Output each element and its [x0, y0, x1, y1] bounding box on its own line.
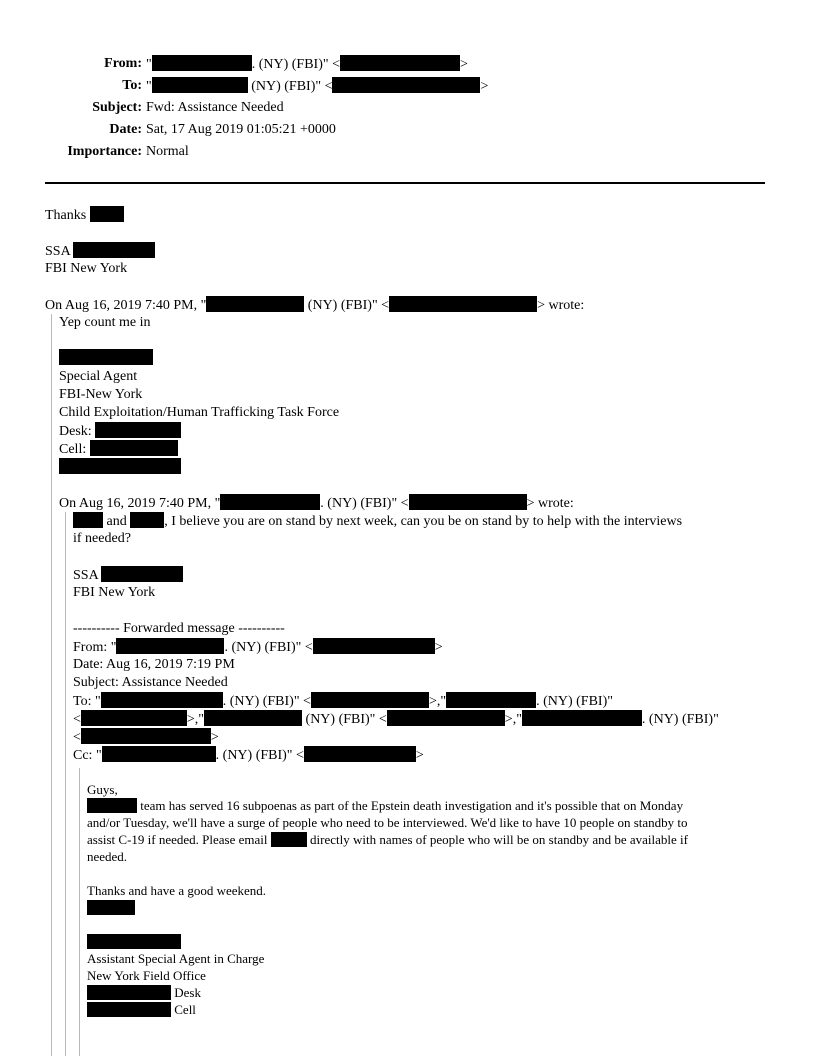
quote2-body-2: if needed? [73, 531, 131, 546]
redaction [95, 422, 181, 438]
inner-signoff [87, 900, 135, 916]
redaction [152, 77, 248, 93]
redaction [311, 692, 429, 708]
forward-to: To: " . (NY) (FBI)" < >," . (NY) (FBI)" [73, 694, 613, 709]
from-value: " . (NY) (FBI)" < > [146, 57, 468, 72]
reply-thanks: Thanks [45, 206, 124, 224]
quote1-title: Special Agent [59, 369, 138, 384]
quote1-name [59, 349, 153, 367]
quote2-office: FBI New York [73, 585, 156, 600]
redaction [206, 296, 304, 312]
forward-from: From: " . (NY) (FBI)" < > [73, 640, 443, 655]
inner-thanks: Thanks and have a good weekend. [87, 883, 267, 898]
inner-sig-desk: Desk [87, 985, 201, 1001]
redaction [204, 710, 302, 726]
redaction [409, 494, 527, 510]
inner-sig-office: New York Field Office [87, 968, 206, 983]
date-value: Sat, 17 Aug 2019 01:05:21 +0000 [146, 122, 336, 137]
header-divider [45, 182, 765, 184]
redaction [220, 494, 320, 510]
redaction [87, 934, 181, 949]
quote1-org: FBI-New York [59, 387, 143, 402]
redaction [87, 985, 171, 1000]
redaction [152, 55, 252, 71]
redaction [90, 206, 124, 222]
redaction [130, 512, 164, 528]
redaction [81, 728, 211, 744]
redaction [59, 349, 153, 365]
redaction [446, 692, 536, 708]
redaction [87, 798, 137, 813]
reply-ssa: SSA [45, 242, 155, 260]
quote-bar [79, 768, 80, 1056]
redaction [90, 440, 178, 456]
inner-sig-title: Assistant Special Agent in Charge [87, 951, 265, 966]
quote-bar [65, 512, 66, 1056]
subject-value: Fwd: Assistance Needed [146, 100, 284, 115]
inner-sig-cell: Cell [87, 1002, 196, 1018]
quote1-extra [59, 458, 181, 476]
date-label: Date: [109, 122, 142, 137]
quote1-desk: Desk: [59, 422, 181, 440]
importance-label: Importance: [67, 144, 142, 159]
inner-greeting: Guys, [87, 782, 118, 797]
quote1-unit: Child Exploitation/Human Trafficking Task Force [59, 405, 340, 420]
redaction [101, 566, 183, 582]
redaction [313, 638, 435, 654]
redaction [522, 710, 642, 726]
redaction [271, 832, 307, 847]
redaction [87, 900, 135, 915]
quote2-body: and , I believe you are on stand by next week, can you be on stand by to help with the interviews [73, 512, 682, 530]
redaction [101, 692, 223, 708]
inner-sig-name [87, 934, 181, 950]
inner-para-1: team has served 16 subpoenas as part of the Epstein death investigation and it's possible that on Monday [87, 798, 683, 814]
forward-to-3: < > [73, 730, 219, 745]
forward-to-2: < >," (NY) (FBI)" < >," . (NY) (FBI)" [73, 712, 719, 727]
forward-date: Date: Aug 16, 2019 7:19 PM [73, 657, 235, 672]
redaction [116, 638, 224, 654]
quote2-ssa: SSA [73, 566, 183, 584]
quote1-cell: Cell: [59, 440, 178, 458]
importance-value: Normal [146, 144, 189, 159]
redaction [87, 1002, 171, 1017]
redaction [332, 77, 480, 93]
forward-subject: Subject: Assistance Needed [73, 675, 228, 690]
redaction [73, 242, 155, 258]
quote2-attribution: On Aug 16, 2019 7:40 PM, " . (NY) (FBI)" < > wrote: [59, 496, 574, 511]
forward-cc: Cc: " . (NY) (FBI)" < > [73, 748, 424, 763]
redaction [102, 746, 216, 762]
to-label: To: [122, 78, 142, 93]
quote1-line: Yep count me in [59, 315, 151, 330]
from-label: From: [104, 56, 142, 71]
redaction [389, 296, 537, 312]
forward-divider: ---------- Forwarded message ---------- [73, 621, 285, 636]
quote-bar [51, 314, 52, 1056]
redaction [387, 710, 505, 726]
quote1-attribution: On Aug 16, 2019 7:40 PM, " (NY) (FBI)" < > wrote: [45, 298, 585, 313]
to-value: " (NY) (FBI)" < > [146, 79, 489, 94]
redaction [59, 458, 181, 474]
inner-para-4: needed. [87, 849, 128, 864]
subject-label: Subject: [92, 100, 142, 115]
reply-office: FBI New York [45, 261, 128, 276]
redaction [304, 746, 416, 762]
redaction [340, 55, 460, 71]
redaction [81, 710, 187, 726]
inner-para-2: and/or Tuesday, we'll have a surge of people who need to be interviewed. We'd like to have 10 people on standby to [87, 815, 688, 830]
redaction [73, 512, 103, 528]
inner-para-3: assist C-19 if needed. Please email directly with names of people who will be on standby and be available if [87, 832, 688, 847]
